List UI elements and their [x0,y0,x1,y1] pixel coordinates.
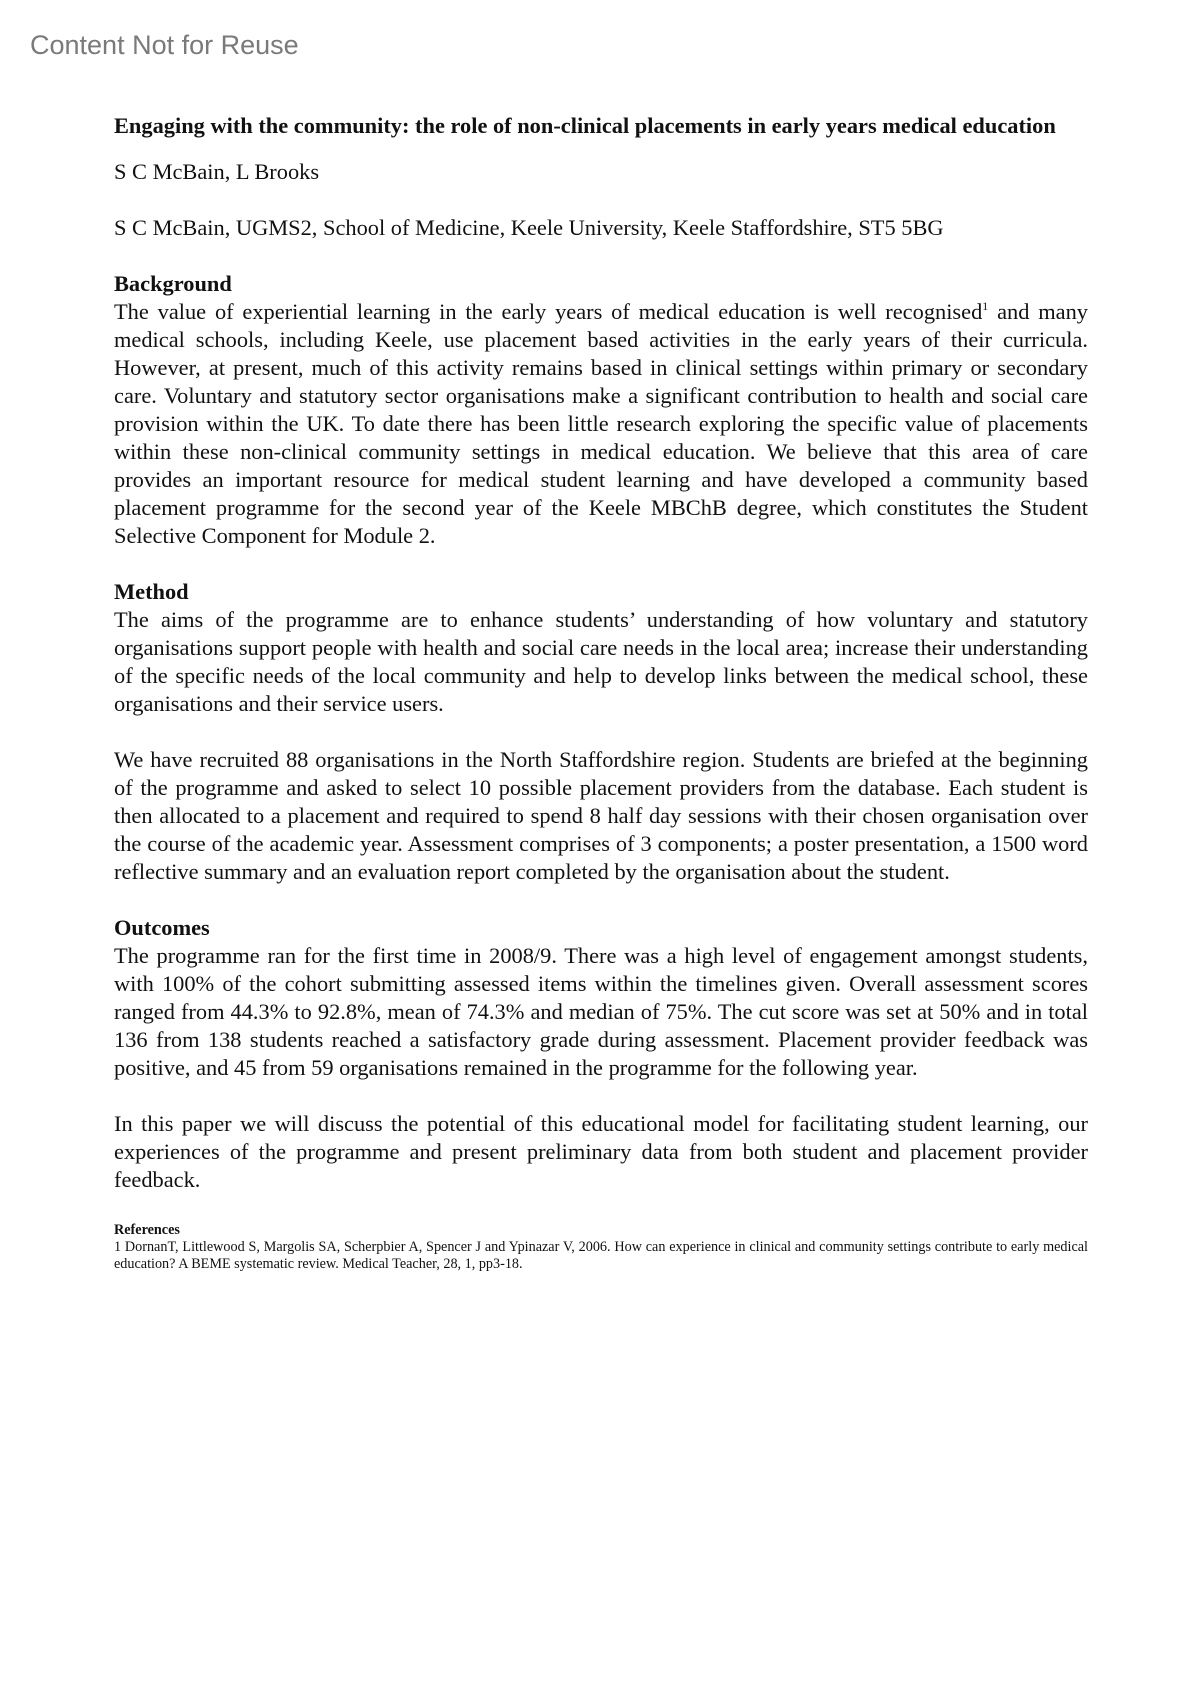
background-paragraph [114,298,1088,550]
method-section [114,578,1088,886]
references-section [114,1222,1088,1273]
background-text-start: The value of experiential learning in the early years of medical education is well recognised [114,299,983,324]
paper-affiliation: S C McBain, UGMS2, School of Medicine, Keele University, Keele Staffordshire, ST5 5BG [114,215,944,240]
method-heading: Method [114,579,189,604]
outcomes-heading: Outcomes [114,915,210,940]
citation-superscript: 1 [982,299,989,313]
outcomes-section [114,914,1088,1194]
method-paragraph-2: We have recruited 88 organisations in the North Staffordshire region. Students are briefed at the beginning of the programme and asked to select 10 possible placement providers from the database. Each student is then allocated to a placement and required to spend 8 half day sessions with their chosen organisation over the course of the academic year. Assessment comprises of 3 components; a poster presentation, a 1500 word reflective summary and an evaluation report completed by the organisation about the student. [114,747,1088,884]
references-heading: References [114,1222,180,1238]
paper-title: Engaging with the community: the role of non-clinical placements in early years medical education [114,113,1056,138]
paper-page [114,112,1088,1273]
watermark: Content Not for Reuse [30,30,299,60]
background-section [114,270,1088,550]
method-paragraph-1: The aims of the programme are to enhance students’ understanding of how voluntary and statutory organisations support people with health and social care needs in the local area; increase their understanding of the specific needs of the local community and help to develop links between the medical school, these organisations and their service users. [114,607,1088,716]
paper-authors: S C McBain, L Brooks [114,159,320,184]
reference-item: 1 DornanT, Littlewood S, Margolis SA, Scherpbier A, Spencer J and Ypinazar V, 2006. How can experience in clinical and community settings contribute to early medical education? A BEME systematic review. Medical Teacher, 28, 1, pp3-18. [114,1239,1088,1272]
outcomes-paragraph-1: The programme ran for the first time in 2008/9. There was a high level of engagement amongst students, with 100% of the cohort submitting assessed items within the timelines given. Overall assessment scores ranged from 44.3% to 92.8%, mean of 74.3% and median of 75%. The cut score was set at 50% and in total 136 from 138 students reached a satisfactory grade during assessment. Placement provider feedback was positive, and 45 from 59 organisations remained in the programme for the following year. [114,943,1088,1080]
outcomes-paragraph-2: In this paper we will discuss the potential of this educational model for facilitating student learning, our experiences of the programme and present preliminary data from both student and placement provider feedback. [114,1111,1088,1192]
background-text-end: and many medical schools, including Keele, use placement based activities in the early years of their curricula. However, at present, much of this activity remains based in clinical settings within primary or secondary care. Voluntary and statutory sector organisations make a significant contribution to health and social care provision within the UK. To date there has been little research exploring the specific value of placements within these non-clinical community settings in medical education. We believe that this area of care provides an important resource for medical student learning and have developed a community based placement programme for the second year of the Keele MBChB degree, which constitutes the Student Selective Component for Module 2. [114,299,1088,548]
background-heading: Background [114,271,232,296]
